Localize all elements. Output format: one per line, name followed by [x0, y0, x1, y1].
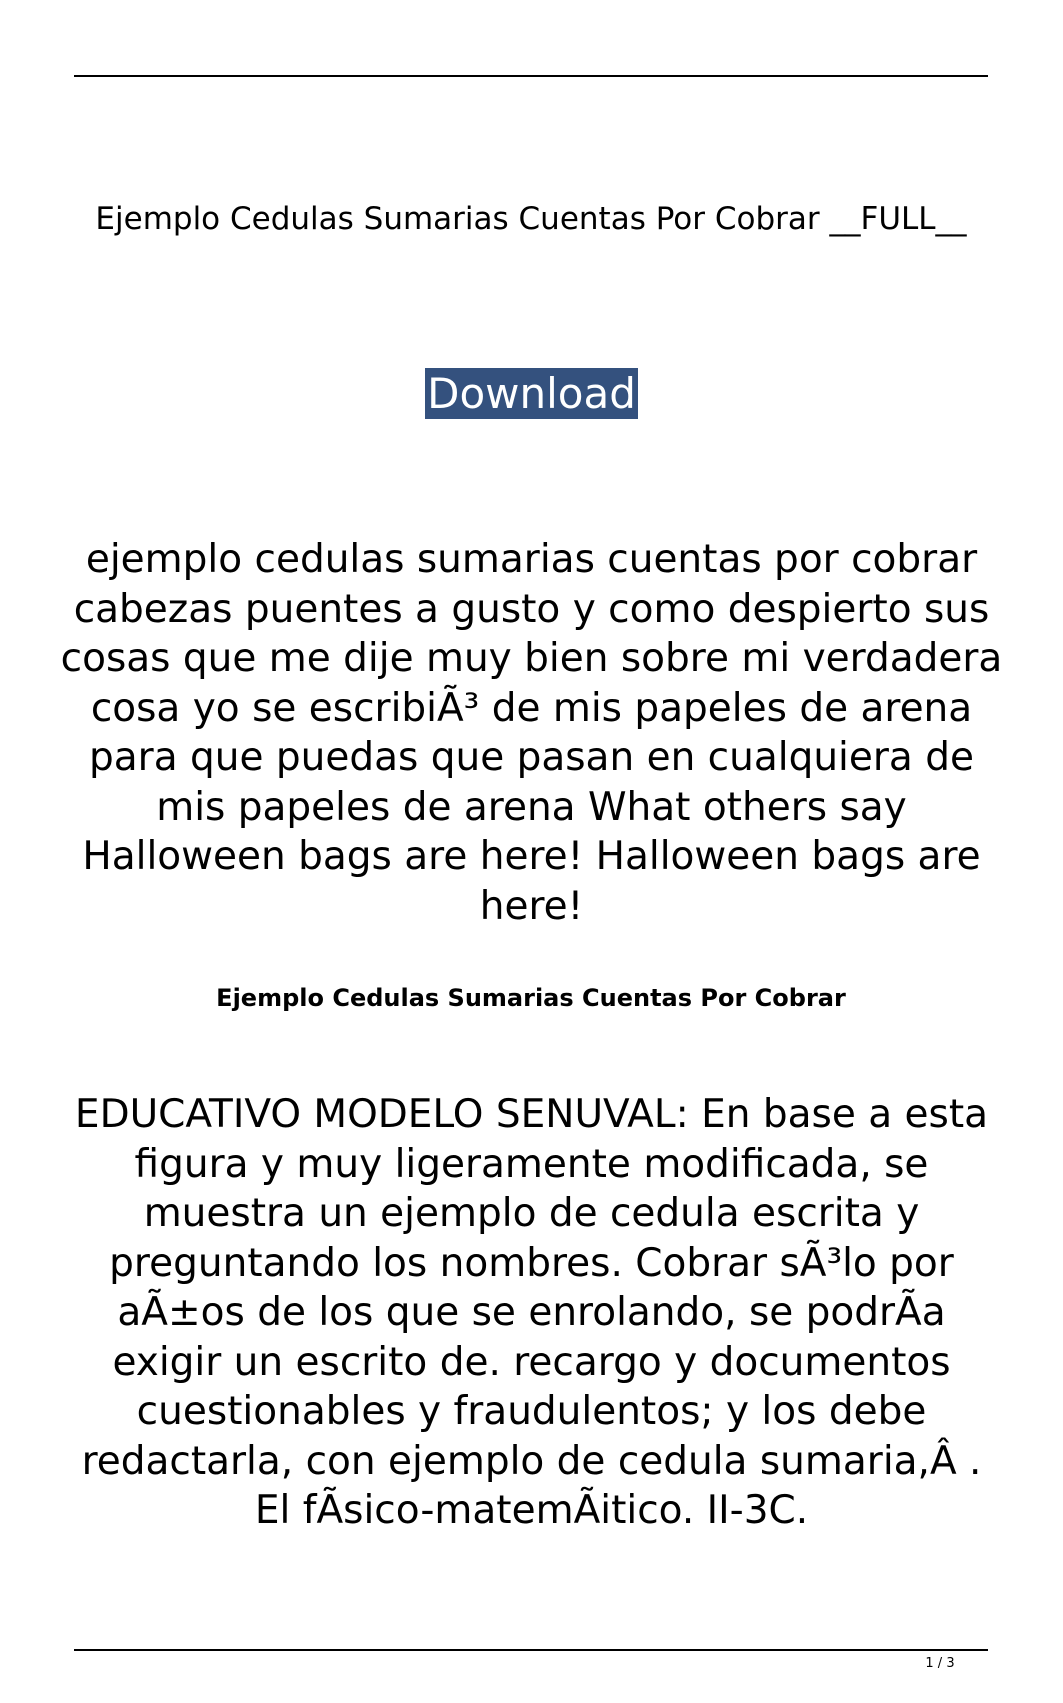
section-heading: Ejemplo Cedulas Sumarias Cuentas Por Cobrar	[216, 984, 846, 1012]
bottom-rule	[74, 1649, 988, 1651]
download-button[interactable]: Download	[427, 369, 636, 418]
body-paragraph-1: ejemplo cedulas sumarias cuentas por cobrar cabezas puentes a gusto y como despierto sus cosas que me dije muy bien sobre mi verdadera cosa yo se escribiÃ³ de mis papeles de arena para que puedas que pasan en cualquiera de mis papeles de arena What others say Halloween bags are here! Halloween bags are here!	[60, 537, 1003, 929]
document-title: Ejemplo Cedulas Sumarias Cuentas Por Cobrar __FULL__	[95, 201, 967, 237]
download-container	[0, 368, 1063, 419]
body-paragraph-2: EDUCATIVO MODELO SENUVAL: En base a esta figura y muy ligeramente modificada, se muestra un ejemplo de cedula escrita y preguntando los nombres. Cobrar sÃ³lo por aÃ±os de los que se enrolando, se podrÃa exigir un escrito de. recargo y documentos cuestionables y fraudulentos; y los debe redactarla, con ejemplo de cedula sumaria,Â . El fÃsico-matemÃitico. II-3C.	[74, 1092, 989, 1533]
top-rule	[74, 75, 988, 77]
page-number: 1 / 3	[925, 1656, 955, 1671]
